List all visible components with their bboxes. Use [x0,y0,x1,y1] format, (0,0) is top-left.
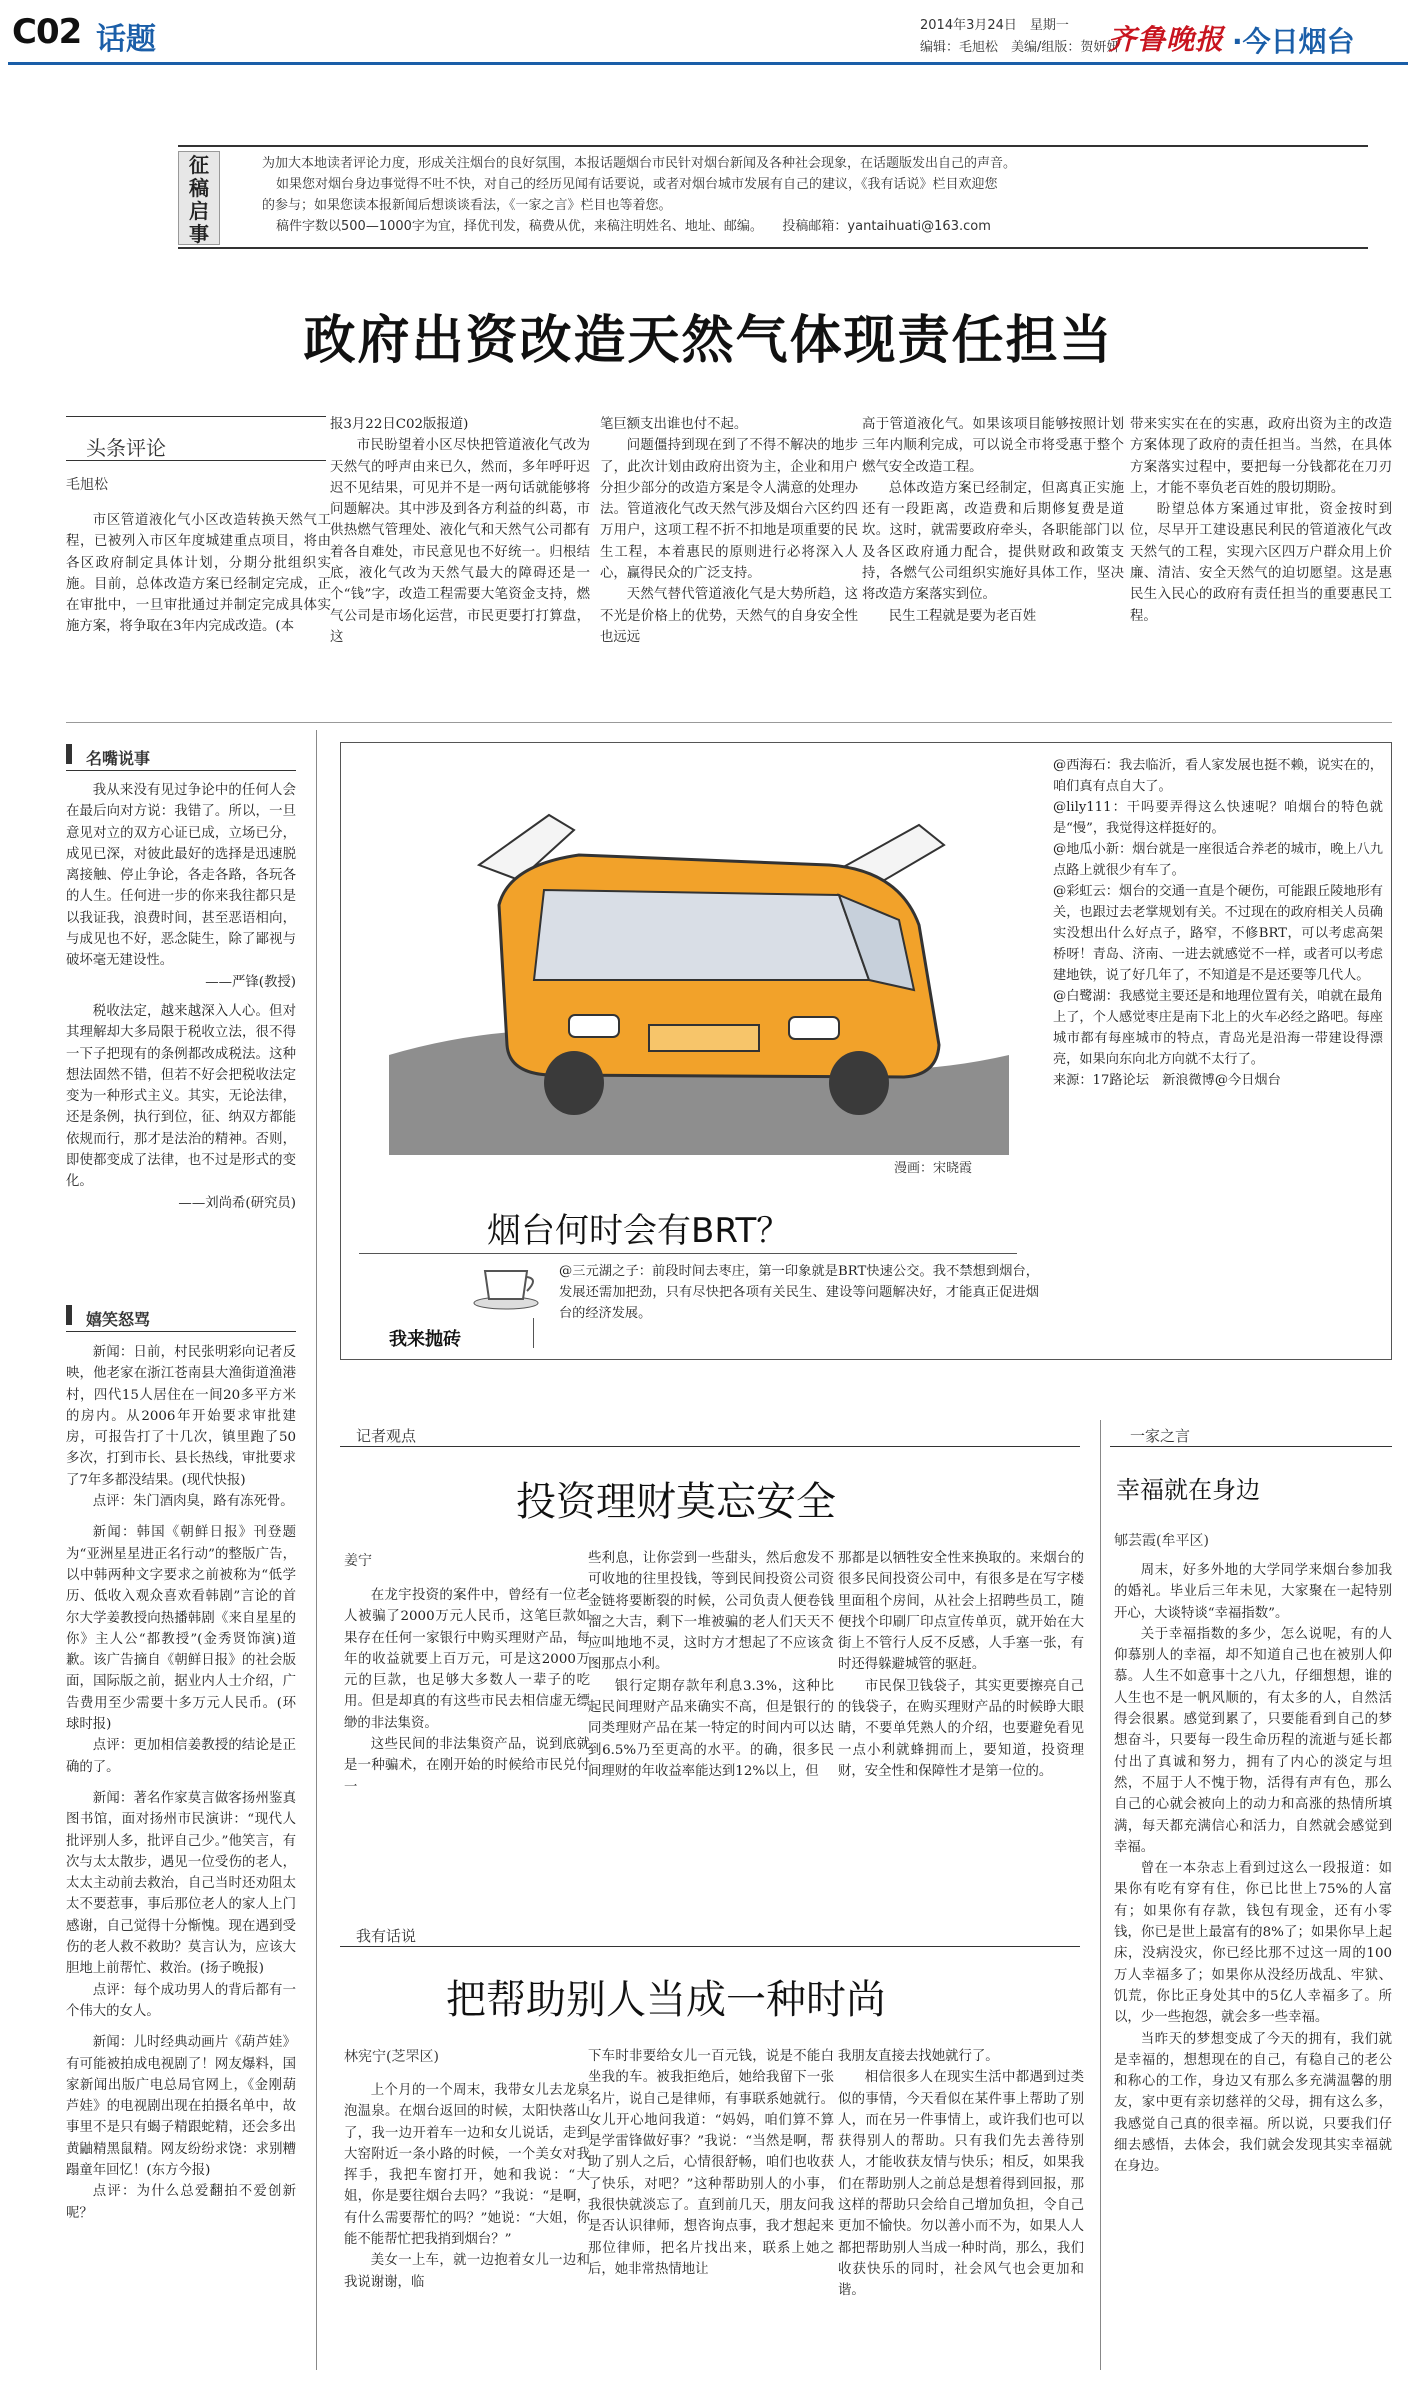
wheel-icon [544,1051,604,1115]
help-author: 林宪宁(芝罘区) [344,2049,439,2065]
lead-bottom-rule [66,722,1392,723]
headlight-icon [569,1015,619,1037]
ming-tag: 名嘴说事 [86,749,151,768]
page-header [0,0,1417,70]
brt-box [340,742,1392,1360]
brt-section-tag: 我来抛砖 [389,1329,461,1350]
header-rule [8,62,1408,65]
lead-col-5: 带来实实在在的实惠，政府出资为主的改造方案体现了政府的责任担当。当然，在具体方案落实过程中，要把每一分钱都花在刀刃上，才能不辜负老百姓的殷切期盼。 盼望总体方案通过审批，资金按时到位，尽早开工建设惠民利民的管道液化气改天然气的工程，实现六区四万户群众用上价廉、清洁、安全天然气的迫切愿望。这是惠民生入民心的政府有责任担当的重要惠民工程。 [1130,417,1392,624]
happy-text: 周末，好多外地的大学同学来烟台参加我的婚礼。毕业后三年未见，大家聚在一起特别开心，大谈特谈“幸福指数”。 关于幸福指数的多少，怎么说呢，有的人仰慕别人的幸福，却不知道自己也在被别人仰慕。人生不如意事十之八九，仔细想想，谁的人生也不是一帆风顺的，有太多的人，自然活得会很累。感觉到累了，只要能看到自己的梦想奋斗，只要每一段生命历程的流逝与延长都付出了真诚和努力，拥有了内心的淡定与坦然，不屈于人不愧于物，活得有声有色，那么自己的心就会被向上的动力和高涨的热情所填满，每天都充满信心和活力，自然就会感觉到幸福。 曾在一本杂志上看到过这么一段报道：如果你有吃有穿有住，你已比世上75%的人富有；如果你有存款，钱包有现金，还有小零钱，你已是世上最富有的8%了；如果你早上起床，没病没灾，你已经比那不过这一周的100万人幸福多了；如果你从没经历战乱、牢狱、饥荒，你比正身处其中的5亿人幸福多了。所以，少一些抱怨，就会多一些幸福。 当昨天的梦想变成了今天的拥有，我们就是幸福的，想想现在的自己，有稳自己的老公和称心的工作，身边又有那么多充满温馨的朋友，家中更有亲切慈祥的父母，拥有这么多，我感觉自己真的很幸福。所以说，只要我们仔细去感悟，去体会，我们就会发现其实幸福就在身边。 [1114,1563,1392,2175]
invest-col-2: 些利息，让你尝到一些甜头，然后愈发不可收地的往里投钱，等到民间投资公司资金链将要断裂的时候，公司负责人便卷钱溜之大吉，剩下一堆被骗的老人们天天不应叫地地不灵，这时方才想起了不应该贪图那点小利。 银行定期存款年利息3.3%，这种比起民间理财产品来确实不高，但是银行的同类理财产品在某一特定的时间内可以达到6.5%乃至更高的水平。的确，很多民间理财的年收益率能达到12%以上，但 [588,1551,834,1779]
lead-col-1: 市区管道液化气小区改造转换天然气工程，已被列入市区年度城建重点项目，将由各区政府制定具体计划，分期分批组织实施。目前，总体改造方案已经制定完成，正在审批中，一旦审批通过并制定完成具体实施方案，将争取在3年内完成改造。(本 [66,513,331,635]
cartoon-credit: 漫画：宋晓霞 [894,1161,973,1176]
lead-col-2: 报3月22日C02版报道) 市民盼望着小区尽快把管道液化气改为天然气的呼声由来已久，然而，多年呼吁迟迟不见结果，可见并不是一两句话就能够将问题解决。其中涉及到各方利益的纠葛，市供热燃气管理处、液化气和天然气公司都有着各自难处，市民意见也不好统一。归根结底，液化气改为天然气最大的障碍还是一个“钱”字，改造工程需要大笔资金支持，燃气公司是市场化运营，市民更要打打算盘，这 [330,417,590,645]
bus-windshield [534,890,869,980]
section-name: 话题 [96,22,156,57]
coffee-cup-icon [471,1261,541,1311]
page-number: C02 [12,12,82,52]
nu-tag: 嬉笑怒骂 [86,1310,151,1329]
invest-col-1: 在龙宇投资的案件中，曾经有一位老人被骗了2000万元人民币，这笔巨款如果存在任何一家银行中购买理财产品，每年的收益就要上百万元，可是这2000万元的巨款，也足够大多数人一辈子的吃用。但是却真的有这些市民去相信虚无缥缈的非法集资。 这些民间的非法集资产品，说到底就是一种骗术，在刚开始的时候给市民兑付一 [344,1588,590,1795]
main-headline: 政府出资改造天然气体现责任担当 [303,311,1114,371]
headlight-icon [789,1017,839,1039]
comment: @lily111：干吗要弄得这么快速呢？咱烟台的特色就是“慢”，我觉得这样挺好的。 [1053,800,1383,836]
wheel-icon [829,1051,889,1115]
lead-tag: 头条评论 [86,436,166,460]
nu-item: 新闻：著名作家莫言做客扬州鉴真图书馆，面对扬州市民演讲：“现代人批评别人多，批评自己少。”他笑言，有次与太太散步，遇见一位受伤的老人，太太主动前去救治，自己当时还劝阻太太不要惹事，事后那位老人的家人上门感谢，自己觉得十分惭愧。现在遇到受伤的老人救不救助？莫言认为，应该大胆地上前帮忙、救治。(扬子晚报) [66,1790,296,1977]
comment: @白鹭湖：我感觉主要还是和地理位置有关，咱就在最角上了，个人感觉枣庄是南下北上的火车必经之路吧。每座城市都有每座城市的特点，青岛光是沿海一带建设得漂亮，如果向东向北方向就不太行了。 [1053,989,1383,1067]
cartoon-bus [359,755,1039,1175]
nu-item: 新闻：韩国《朝鲜日报》刊登题为“亚洲星星进正名行动”的整版广告，以中韩两种文字要求之前被称为“低学历、低收入观众喜欢看韩剧”言论的首尔大学姜教授向热播韩剧《来自星星的你》主人公“都教授”(金秀贤饰演)道歉。该广告摘自《朝鲜日报》的社会版面，国际版之前，据业内人士介绍，广告费用至少需要十多万元人民币。(环球时报) [66,1525,296,1733]
happy-author: 郇芸霞(牟平区) [1114,1533,1209,1549]
brt-comments [1053,755,1383,1293]
call-box [178,145,1368,249]
invest-col-3: 那都是以牺牲安全性来换取的。来烟台的很多民间投资公司中，有很多是在写字楼里面租个房间，从社会上招聘些员工，随便找个印刷厂印点宣传单页，就开始在大街上不管行人反不反感，人手塞一张，有时还得躲避城管的驱赶。 市民保卫钱袋子，其实更要擦亮自己的钱袋子，在购买理财产品的时候睁大眼睛，不要单凭熟人的介绍，也要避免看见一点小利就蜂拥而上，要知道，投资理财，安全性和保障性才是第一位的。 [838,1551,1084,1779]
editors: 编辑：毛旭松 美编/组版：贺妍妍 [920,40,1120,55]
help-col-3: 我朋友直接去找她就行了。 相信很多人在现实生活中都遇到过类似的事情，今天看似在某件事上帮助了别人，而在另一件事情上，或许我们也可以获得别人的帮助。只有我们先去善待别人，才能收获友情与快乐；相反，如果我们在帮助别人之前总是想着得到回报，那这样的帮助只会给自己增加负担，令自己更加不愉快。勿以善小而不为，如果人人都把帮助别人当成一种时尚，那么，我们收获快乐的同时，社会风气也会更加和谐。 [838,2049,1084,2299]
brt-first-comment: @三元湖之子：前段时间去枣庄，第一印象就是BRT快速公交。我不禁想到烟台，发展还需加把劲，只有尽快把各项有关民生、建设等问题解决好，才能真正促进烟台的经济发展。 [559,1264,1039,1321]
help-col-2: 下车时非要给女儿一百元钱，说是不能白坐我的车。被我拒绝后，她给我留下一张名片，说自己是律师，有事联系她就行。女儿开心地问我道：“妈妈，咱们算不算是学雷锋做好事？”我说：“当然是啊，帮助了别人之后，心情很舒畅，咱们也收获了快乐，对吧？”这种帮助别人的小事，我很快就淡忘了。直到前几天，朋友问我是否认识律师，想咨询点事，我才想起来那位律师，把名片找出来，联系上她之后，她非常热情地让 [588,2049,834,2277]
issue-date: 2014年3月24日 星期一 [920,18,1069,33]
invest-tag: 记者观点 [356,1427,417,1445]
lead-author: 毛旭松 [66,477,108,493]
call-tag: 征稿启事 [178,151,220,245]
lead-col-4: 高于管道液化气。如果该项目能够按照计划三年内顺利完成，可以说全市将受惠于整个燃气安全改造工程。 总体改造方案已经制定，但离真正实施还有一段距离，改造费和后期修复费是道坎。这时，就需要政府牵头，各职能部门以及各区政府通力配合，提供财政和政策支持，各燃气公司组织实施好具体工作，坚决将改造方案落实到位。 民生工程就是要为老百姓 [862,417,1124,624]
paper-logo: 齐鲁晚报 [1108,23,1225,56]
help-tag: 我有话说 [356,1927,417,1945]
comment: @彩虹云：烟台的交通一直是个硬伤，可能跟丘陵地形有关，也跟过去老掌规划有关。不过现在的政府相关人员确实没想出什么好点子，路窄，不修BRT，可以考虑高架桥呀！青岛、济南、一进去就感觉不一样，或者可以考虑建地铁，说了好几年了，不知道是不是还要等几代人。 [1053,884,1383,983]
brt-title: 烟台何时会有BRT？ [487,1211,791,1251]
edition-name: ·今日烟台 [1232,25,1355,58]
call-text: 为加大本地读者评论力度，形成关注烟台的良好氛围，本报话题烟台市民针对烟台新闻及各种社会现象，在话题版发出自己的声音。 如果您对烟台身边事觉得不吐不快，对自己的经历见闻有话要说，或者对烟台城市发展有自己的建议，《我有话说》栏目欢迎您 的参与；如果您读本报新闻后想谈谈看法，《一家之言》栏目也等着您。 稿件字数以500—1000字为宜，择优刊发，稿费从优，来稿注明姓名、地址、邮编。 投稿邮箱：yantaihuati@163.com [262,156,1017,234]
call-email[interactable]: 投稿邮箱：yantaihuati@163.com [782,219,991,234]
brt-source: 来源：17路论坛 新浪微博@今日烟台 [1053,1073,1281,1088]
comment: @地瓜小新：烟台就是一座很适合养老的城市，晚上八九点路上就很少有车了。 [1053,842,1383,878]
nu-item: 新闻：日前，村民张明彩向记者反映，他老家在浙江苍南县大渔街道渔港村，四代15人居住在一间20多平方米的房内。从2006年开始要求审批建房，可报告打了十几次，镇里跑了50多次，打到市长、县长热线，审批要求了7年多都没结果。(现代快报) [66,1345,296,1488]
happy-tag: 一家之言 [1130,1427,1191,1445]
invest-author: 姜宁 [344,1553,372,1569]
nu-item: 新闻：儿时经典动画片《葫芦娃》有可能被拍成电视剧了！网友爆料，国家新闻出版广电总局官网上，《金刚葫芦娃》的电视剧出现在拍摄名单中，故事里不是只有蝎子精跟蛇精，还会多出黄鼬精黑鼠精。网友纷纷求饶：求别糟蹋童年回忆！(东方今报) [66,2035,296,2178]
happy-title: 幸福就在身边 [1116,1476,1260,1504]
help-col-1: 上个月的一个周末，我带女儿去龙泉泡温泉。在烟台返回的时候，太阳快落山了，我一边开着车一边和女儿说话，走到大窑附近一条小路的时候，一个美女对我挥手，我把车窗打开，她和我说：“大姐，你是要往烟台去吗？”我说：“是啊，有什么需要帮忙的吗？”她说：“大姐，你能不能帮忙把我捎到烟台？” 美女一上车，就一边抱着女儿一边和我说谢谢，临 [344,2083,590,2290]
nu-text: 新闻：日前，村民张明彩向记者反映，他老家在浙江苍南县大渔街道渔港村，四代15人居住在一间20多平方米的房内。从2006年开始要求审批建房，可报告打了十几次，镇里跑了50多次，打到市长、县长热线，审批要求了7年多都没结果。(现代快报) 点评：朱门酒肉臭，路有冻死骨。 新闻：韩国《朝鲜日报》刊登题为“亚洲星星进正名行动”的整版广告，以中韩两种文字要求之前被称为“低学历、低收入观众喜欢看韩剧”言论的首尔大学姜教授向热播韩剧《来自星星的你》主人公“都教授”(金秀贤饰演)道歉。该广告摘自《朝鲜日报》的社会版面，国际版之前，据业内人士介绍，广告费用至少需要十多万元人民币。(环球时报) 点评：更加相信姜教授的结论是正确的了。 新闻：著名作家莫言做客扬州鉴真图书馆，面对扬州市民演讲：“现代人批评别人多，批评自己少。”他笑言，有次与太太散步，遇见一位受伤的老人，太太主动前去救治，自己当时还劝阻太太不要惹事，事后那位老人的家人上门感谢，自己觉得十分惭愧。现在遇到受伤的老人救不救助？莫言认为，应该大胆地上前帮忙、救治。(扬子晚报) 点评：每个成功男人的背后都有一个伟大的女人。 新闻：儿时经典动画片《葫芦娃》有可能被拍成电视剧了！网友爆料，国家新闻出版广电总局官网上，《金刚葫芦娃》的电视剧出现在拍摄名单中，故事里不是只有蝎子精跟蛇精，还会多出黄鼬精黑鼠精。网友纷纷求饶：求别糟蹋童年回忆！(东方今报) 点评：为什么总爱翻拍不爱创新呢？ [66,1342,296,2362]
comment: @西海石：我去临沂，看人家发展也挺不赖，说实在的，咱们真有点自大了。 [1053,758,1383,794]
lead-col-3: 笔巨额支出谁也付不起。 问题僵持到现在到了不得不解决的地步了，此次计划由政府出资为主，企业和用户分担少部分的改造方案是令人满意的处理办法。管道液化气改天然气涉及烟台六区约四万用户，这项工程不折不扣地是项重要的民生工程，本着惠民的原则进行必将深入人心，赢得民众的广泛支持。 天然气替代管道液化气是大势所趋，这不光是价格上的优势，天然气的自身安全性也远远 [600,417,858,645]
help-title: 把帮助别人当成一种时尚 [446,1977,886,2023]
invest-title: 投资理财莫忘安全 [516,1479,836,1525]
ming-text: 我从来没有见过争论中的任何人会在最后向对方说：我错了。所以，一旦意见对立的双方心证已成，立场已分，成见已深，对彼此最好的选择是迅速脱离接触、停止争论，各走各路，各玩各的人生。任何进一步的你来我往都只是以我证我，浪费时间，甚至恶语相向，与成见也不好，恶念陡生，除了鄙视与破坏毫无建设性。 ——严锋(教授) 税收法定，越来越深入人心。但对其理解却大多局限于税收立法，很不得一下子把现有的条例都改成税法。这种想法固然不错，但若不好会把税收法定变为一种形式主义。其实，无论法律，还是条例，执行到位，征、纳双方都能依规而行，那才是法治的精神。否则，即使都变成了法律，也不过是形式的变化。 ——刘尚希(研究员) [66,783,296,1211]
